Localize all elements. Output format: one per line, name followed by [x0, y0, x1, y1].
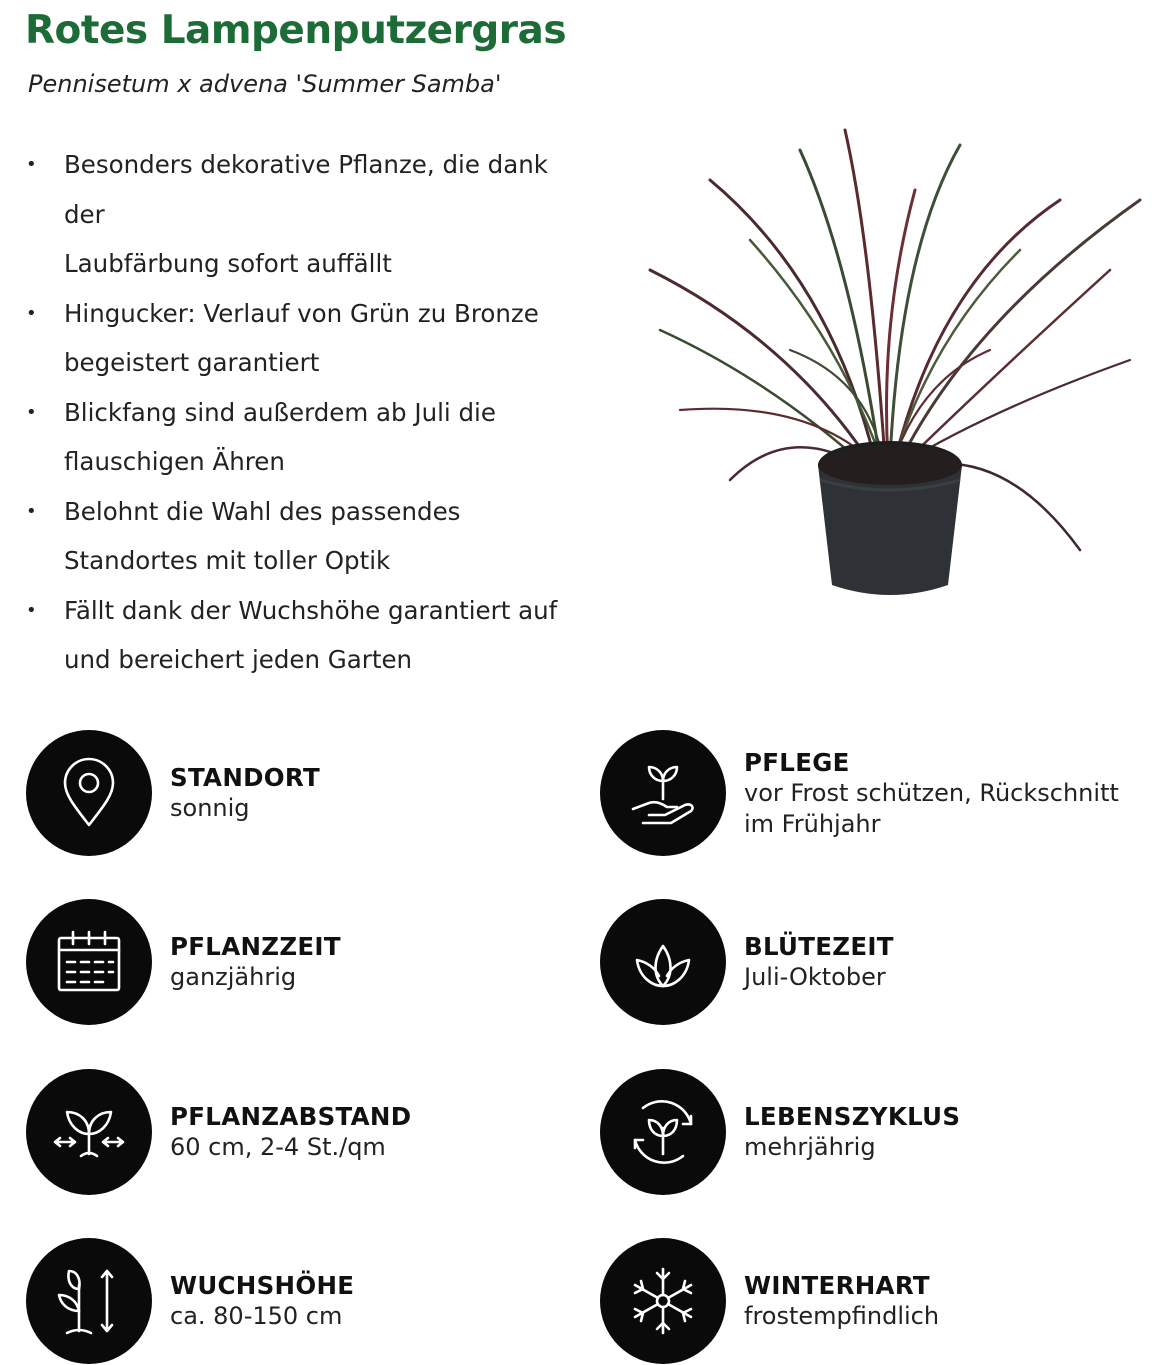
- plant-cycle-icon: [600, 1069, 726, 1195]
- property-label: PFLEGE: [744, 747, 850, 777]
- feature-list: [24, 140, 594, 685]
- bullet-icon: •: [26, 401, 37, 423]
- plant-height-icon: [26, 1238, 152, 1364]
- property-pflanzzeit: [26, 899, 341, 1025]
- property-label: STANDORT: [170, 763, 320, 792]
- property-value: sonnig: [170, 794, 250, 822]
- property-label: WINTERHART: [744, 1271, 930, 1300]
- bullet-icon: •: [26, 599, 37, 621]
- lotus-flower-icon: [600, 899, 726, 1025]
- bullet-icon: •: [26, 500, 37, 522]
- property-label: LEBENSZYKLUS: [744, 1102, 961, 1131]
- property-pflege: [600, 730, 1119, 856]
- property-wuchshoehe: [26, 1238, 354, 1364]
- property-lebenszyklus: [600, 1069, 960, 1195]
- property-winterhart: [600, 1238, 939, 1364]
- location-pin-icon: [26, 730, 152, 856]
- property-value: ganzjährig: [170, 963, 297, 991]
- product-title: Rotes Lampenputzergras: [25, 8, 567, 53]
- feature-item: • Besonders dekorative Pflanze, die dank der Laubfärbung sofort auffällt: [24, 140, 594, 289]
- property-value: frostempfindlich: [744, 1302, 940, 1330]
- property-value: Juli-Oktober: [744, 963, 886, 991]
- product-image: [640, 120, 1160, 610]
- property-label: BLÜTEZEIT: [744, 932, 894, 961]
- property-value: ca. 80-150 cm: [170, 1302, 343, 1330]
- property-value: 60 cm, 2-4 St./qm: [170, 1133, 386, 1161]
- property-bluetezeit: [600, 899, 894, 1025]
- plant-spacing-icon: [26, 1069, 152, 1195]
- property-value: mehrjährig: [744, 1133, 876, 1161]
- botanical-name: Pennisetum x advena 'Summer Samba': [28, 70, 502, 98]
- property-label: WUCHSHÖHE: [170, 1271, 355, 1300]
- property-label: PFLANZZEIT: [170, 932, 341, 961]
- bullet-icon: •: [26, 302, 37, 324]
- property-standort: [26, 730, 320, 856]
- bullet-icon: •: [26, 154, 37, 175]
- feature-item: • Blickfang sind außerdem ab Juli die flauschigen Ähren: [24, 388, 594, 487]
- snowflake-icon: [600, 1238, 726, 1364]
- feature-item: • Hingucker: Verlauf von Grün zu Bronze begeistert garantiert: [24, 289, 594, 388]
- property-label: PFLANZABSTAND: [170, 1102, 412, 1131]
- property-value-line2: im Frühjahr: [744, 809, 881, 838]
- property-value: vor Frost schützen, Rückschnitt: [744, 778, 1119, 807]
- feature-item: • Belohnt die Wahl des passendes Standortes mit toller Optik: [24, 487, 594, 586]
- potted-grass-image: [640, 120, 1160, 610]
- hand-seedling-icon: [600, 730, 726, 856]
- feature-item: • Fällt dank der Wuchshöhe garantiert auf und bereichert jeden Garten: [24, 586, 594, 685]
- property-pflanzabstand: [26, 1069, 411, 1195]
- calendar-icon: [26, 899, 152, 1025]
